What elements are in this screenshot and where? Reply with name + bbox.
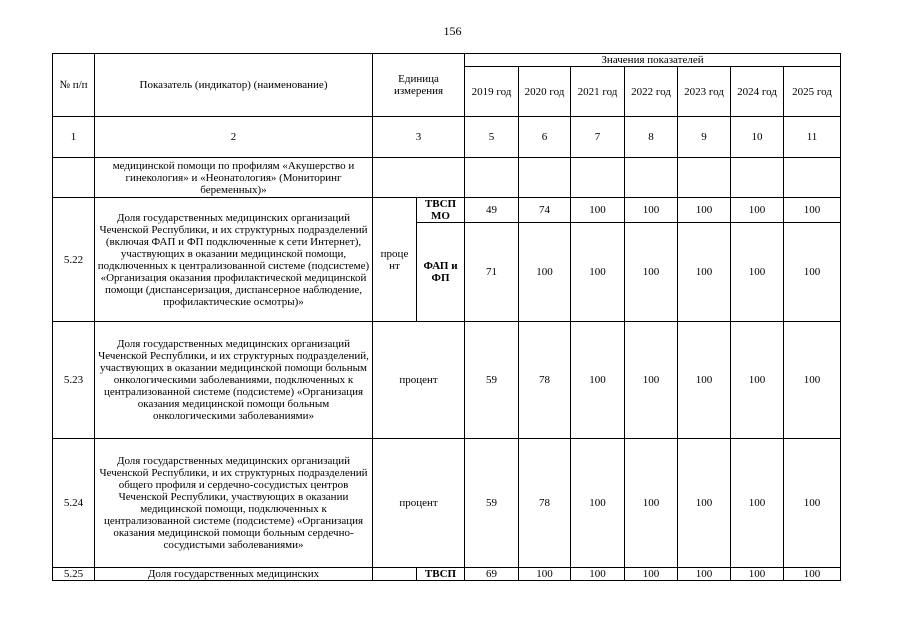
indicator-text: медицинской помощи по профилям «Акушерство и гинекология» и «Неонатология» (Мониторинг беременных)»	[95, 158, 373, 198]
value-cell: 100	[678, 439, 731, 568]
sub-unit-label: ТВСП	[417, 568, 465, 581]
header-year: 2021 год	[571, 67, 625, 117]
value-cell: 100	[625, 322, 678, 439]
table-row	[53, 198, 841, 223]
header-values-group: Значения показателей	[465, 54, 841, 67]
col-index: 8	[625, 117, 678, 158]
value-cell: 100	[625, 223, 678, 322]
value-cell: 100	[784, 568, 841, 581]
value-cell: 74	[519, 198, 571, 223]
table-row	[53, 158, 841, 198]
value-cell: 100	[731, 568, 784, 581]
col-index: 10	[731, 117, 784, 158]
value-cell: 100	[731, 439, 784, 568]
table-row	[53, 322, 841, 439]
header-year: 2023 год	[678, 67, 731, 117]
sub-unit-label: ТВСП МО	[417, 198, 465, 223]
table-row	[53, 439, 841, 568]
row-num: 5.22	[53, 198, 95, 322]
value-cell	[519, 158, 571, 198]
table-row	[53, 568, 841, 581]
value-cell: 100	[731, 223, 784, 322]
header-year: 2025 год	[784, 67, 841, 117]
col-index: 1	[53, 117, 95, 158]
value-cell: 100	[519, 568, 571, 581]
value-cell: 100	[731, 322, 784, 439]
value-cell: 100	[784, 198, 841, 223]
value-cell: 100	[784, 439, 841, 568]
col-index: 2	[95, 117, 373, 158]
value-cell: 100	[519, 223, 571, 322]
header-row-index	[53, 117, 841, 158]
row-num	[53, 158, 95, 198]
value-cell: 100	[678, 322, 731, 439]
col-index: 5	[465, 117, 519, 158]
value-cell: 71	[465, 223, 519, 322]
value-cell: 100	[571, 568, 625, 581]
value-cell	[465, 158, 519, 198]
value-cell: 100	[678, 568, 731, 581]
value-cell	[784, 158, 841, 198]
value-cell: 78	[519, 439, 571, 568]
header-year: 2020 год	[519, 67, 571, 117]
value-cell: 100	[784, 322, 841, 439]
row-num: 5.23	[53, 322, 95, 439]
value-cell: 59	[465, 439, 519, 568]
col-index: 11	[784, 117, 841, 158]
header-indicator: Показатель (индикатор) (наименование)	[95, 54, 373, 117]
header-year: 2022 год	[625, 67, 678, 117]
value-cell: 100	[571, 198, 625, 223]
row-num: 5.25	[53, 568, 95, 581]
sub-unit-label: ФАП и ФП	[417, 223, 465, 322]
indicator-text: Доля государственных медицинских организаций Чеченской Республики, и их структурных подразделений общего профиля и сердечно-сосудистых центров Чеченской Республики, участвующих в оказании медицинской помощи, подключенных к централизованной системе (подсистеме) «Организация оказания медицинской помощи больным сердечно-сосудистыми заболеваниями»	[95, 439, 373, 568]
value-cell: 100	[571, 322, 625, 439]
value-cell: 59	[465, 322, 519, 439]
value-cell: 78	[519, 322, 571, 439]
value-cell: 100	[678, 198, 731, 223]
indicator-text: Доля государственных медицинских организаций Чеченской Республики, и их структурных подразделений, участвующих в оказании медицинской помощи больным онкологическими заболеваниями, подключенных к централизованной системе (подсистеме) «Организация оказания медицинской помощи больным онкологическими заболеваниями»	[95, 322, 373, 439]
value-cell: 49	[465, 198, 519, 223]
indicator-text: Доля государственных медицинских	[95, 568, 373, 581]
value-cell	[731, 158, 784, 198]
header-year: 2019 год	[465, 67, 519, 117]
col-index: 9	[678, 117, 731, 158]
value-cell: 100	[571, 439, 625, 568]
value-cell	[625, 158, 678, 198]
unit-cell: процент	[373, 322, 465, 439]
value-cell: 100	[625, 568, 678, 581]
unit-cell	[373, 158, 465, 198]
value-cell: 100	[571, 223, 625, 322]
value-cell: 100	[784, 223, 841, 322]
header-row-group	[53, 54, 841, 67]
col-index: 6	[519, 117, 571, 158]
value-cell	[678, 158, 731, 198]
unit-cell	[373, 568, 417, 581]
header-unit: Единица измерения	[373, 54, 465, 117]
value-cell: 100	[731, 198, 784, 223]
header-num: № п/п	[53, 54, 95, 117]
value-cell: 69	[465, 568, 519, 581]
value-cell: 100	[678, 223, 731, 322]
row-num: 5.24	[53, 439, 95, 568]
value-cell	[571, 158, 625, 198]
page-number: 156	[443, 24, 462, 38]
header-year: 2024 год	[731, 67, 784, 117]
value-cell: 100	[625, 439, 678, 568]
unit-cell: процент	[373, 439, 465, 568]
indicator-text: Доля государственных медицинских организаций Чеченской Республики, и их структурных подразделений (включая ФАП и ФП подключенные к сети Интернет), участвующих в оказании медицинской помощи, подключенных к централизованной системе (подсистеме) «Организация оказания профилактической медицинской помощи (диспансеризация, диспансерное наблюдение, профилактические осмотры)»	[95, 198, 373, 322]
indicators-table	[52, 53, 841, 581]
value-cell: 100	[625, 198, 678, 223]
col-index: 7	[571, 117, 625, 158]
col-index: 3	[373, 117, 465, 158]
unit-cell: проце нт	[373, 198, 417, 322]
